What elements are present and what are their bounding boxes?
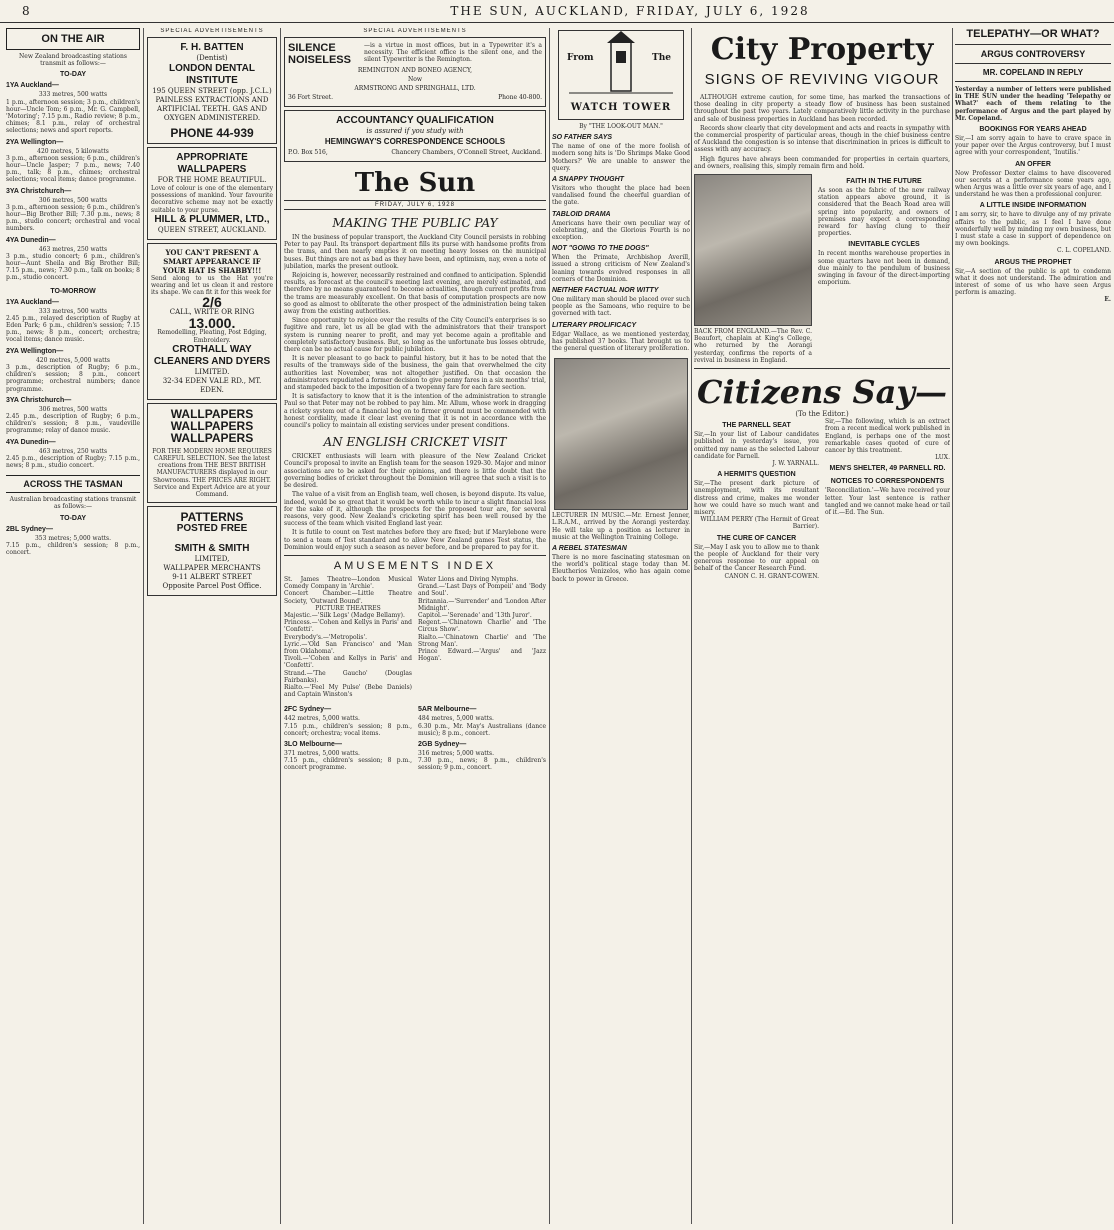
remington-ad bbox=[284, 37, 546, 107]
letters bbox=[694, 418, 950, 579]
inside-info-heading: A LITTLE INSIDE INFORMATION bbox=[979, 202, 1087, 210]
station-programme: 2.45 p.m., description of Rugby; 6 p.m., children's session; 8 p.m., vaudeville programme; relay of dance music. bbox=[6, 412, 140, 435]
ad-body: Love of colour is one of the elementary possessions of mankind. Your favourite decorative scheme may not be exactly suitable to your purse. bbox=[151, 185, 273, 214]
index-entry: Rialto.—'Chinatown Charlie' and 'The Strong Man'. bbox=[418, 633, 546, 648]
ad-word: WALLPAPERS bbox=[170, 418, 254, 433]
radio-section bbox=[6, 439, 140, 470]
item-title: NEITHER FACTUAL NOR WITTY bbox=[552, 287, 659, 295]
city-property-subtitle: SIGNS OF REVIVING VIGOUR bbox=[704, 71, 940, 88]
radio-section bbox=[6, 237, 140, 282]
ad-line: YOU CAN'T PRESENT A SMART APPEARANCE IF YOUR HAT IS SHABBY!!! bbox=[162, 247, 262, 275]
today-list bbox=[6, 82, 140, 281]
radio-section bbox=[6, 397, 140, 435]
radio-today: TO-DAY bbox=[59, 71, 87, 79]
page-number: 8 bbox=[22, 4, 31, 18]
station-name: 4YA Dunedin— bbox=[6, 438, 56, 446]
ad-firm: CROTHALL WAY CLEANERS AND DYERS bbox=[153, 343, 271, 367]
telepathy-column bbox=[955, 28, 1111, 1226]
station-programme: 6.30 p.m., Mr. May's Australians (dance music); 8 p.m., concert. bbox=[418, 722, 546, 737]
telepathy-title: TELEPATHY—OR WHAT? bbox=[966, 28, 1100, 40]
ad-name: F. H. BATTEN bbox=[180, 42, 244, 53]
on-the-air-column bbox=[6, 28, 140, 1226]
ad-word: POSTED FREE bbox=[176, 523, 248, 535]
on-the-air-heading: ON THE AIR bbox=[6, 28, 140, 50]
editorial-body bbox=[284, 234, 546, 429]
index-entry: Lyric.—'Old San Francisco' and 'Man from Oklahoma'. bbox=[284, 640, 412, 655]
letter-title: A HERMIT'S QUESTION bbox=[717, 471, 796, 479]
ad-address: QUEEN STREET, AUCKLAND. bbox=[157, 225, 267, 234]
letter-signature: J. W. YARNALL. bbox=[772, 460, 819, 468]
station-name: 2GB Sydney— bbox=[418, 740, 467, 748]
prophet-body: Sir,—A section of the public is apt to condemn what it does not understand. The admiration and interest of some of us who have seen Argus perform is amazing. bbox=[955, 267, 1111, 297]
index-entry: Rialto.—'Feel My Pulse' (Bebe Daniels) and Captain Winston's bbox=[284, 683, 412, 699]
ad-title: ACCOUNTANCY QUALIFICATION bbox=[336, 115, 494, 126]
telepathy-body: Sir,—I am sorry again to have to crave space in your paper over the Argus controversy, but I must agree with your correspondent, 'Inutilis.' bbox=[955, 135, 1111, 157]
lecturer-photo bbox=[554, 358, 688, 510]
index-entry: Grand.—'Last Days of Pompeii' and 'Body and Soul'. bbox=[418, 583, 546, 598]
item-title: SO FATHER SAYS bbox=[552, 134, 613, 142]
station-name: 3LO Melbourne— bbox=[284, 740, 342, 748]
station-programme: 3 p.m., afternoon session; 6 p.m., children's hour—Big Brother Bill; 7.30 p.m., news; 8 p.m., studio concert; orchestral and vocal numbers. bbox=[6, 203, 140, 233]
citizens-say-title: Citizens Say— bbox=[697, 373, 947, 412]
station-power: 463 metres, 250 watts bbox=[38, 245, 108, 253]
item-body: One military man should be placed over such people as the Samoans, who require to be governed with tact. bbox=[552, 296, 690, 318]
station-name: 2BL Sydney— bbox=[6, 525, 53, 533]
ad-title: APPROPRIATE WALLPAPERS bbox=[176, 152, 248, 175]
station-name: 5AR Melbourne— bbox=[418, 706, 477, 714]
photo-caption: LECTURER IN MUSIC.—Mr. Ernest Jenner, L.R.A.M., arrived by the Aorangi yesterday. He will take up a position as lecturer in music at the Wellington Training College. bbox=[552, 512, 690, 541]
column-rule bbox=[143, 28, 144, 1224]
ad-firm: REMINGTON AND BONEO AGENCY, bbox=[357, 67, 473, 74]
across-tasman-heading: ACROSS THE TASMAN bbox=[6, 475, 140, 493]
argus-heading: ARGUS CONTROVERSY bbox=[980, 49, 1086, 59]
letter-body: Sir,—May I ask you to allow me to thank the people of Auckland for their very generous response to our appeal on behalf of the Cancer Research Fund. bbox=[694, 543, 819, 573]
letter-body: Sir,—The present dark picture of unemployment, with its resultant distress and crime, makes me wonder how we could have so much want and misery. bbox=[694, 480, 819, 517]
offer-body: Now Professor Dexter claims to have discovered our secrets at a performance some years ago, when Argus was a little over six years of age, and I understand he was then a professional conjurer. bbox=[955, 169, 1111, 199]
ad-body: FOR THE MODERN HOME REQUIRES CAREFUL SELECTION. See the latest creations from THE BEST BRITISH MANUFACTURERS displayed in our Showrooms. THE PRICES ARE RIGHT. Service and Expert Advice are at your Command. bbox=[152, 447, 272, 499]
ad-ltd: LIMITED. bbox=[194, 367, 230, 376]
inside-info-body: I am sorry, sir, to have to divulge any of my private affairs to the public, as I feel I have done wonderfully well by minding my own business, but I must state a case in support of dependence on my own bookings. bbox=[955, 211, 1111, 248]
wallpapers-selection-ad bbox=[147, 403, 277, 503]
index-entry: Regent.—'Chinatown Charlie' and 'The Circus Show'. bbox=[418, 619, 546, 634]
ad-trade: WALLPAPER MERCHANTS bbox=[163, 564, 261, 573]
ad-word: WALLPAPERS bbox=[170, 406, 254, 421]
item-title: A SNAPPY THOUGHT bbox=[552, 176, 624, 184]
prophet-heading: ARGUS THE PROPHET bbox=[994, 258, 1072, 266]
station-power: 371 metres, 5,000 watts. bbox=[284, 749, 360, 757]
letter-signature: WILLIAM PERRY (The Hermit of Great Barrier). bbox=[700, 516, 819, 531]
editorial-column bbox=[284, 28, 546, 1226]
watch-tower-column bbox=[552, 28, 690, 1226]
paragraph: It is futile to count on Test matches before they are fixed; but if Marylebone were to send a team of Test standard and to allow New Zealand games Test status, the Dominion would enjoy such a season as never before, and be prepared to pay for it. bbox=[284, 529, 546, 551]
index-subheading: PICTURE THEATRES bbox=[315, 604, 381, 612]
paragraph: High figures have always been commanded for properties in certain quarters, and owners, realising this, simply remain firm and hold. bbox=[694, 155, 950, 170]
offer-heading: AN OFFER bbox=[1015, 160, 1051, 168]
radio-section bbox=[6, 82, 140, 134]
the-sun-logo: The Sun bbox=[354, 168, 476, 198]
accountancy-ad bbox=[284, 110, 546, 162]
index-entry: Tivoli.—'Cohen and Kellys in Paris' and 'Confetti'. bbox=[284, 655, 412, 670]
watch-tower-logo bbox=[558, 30, 684, 120]
photo-caption: BACK FROM ENGLAND.—The Rev. C. Beaufort, chaplain at King's College, who returned by the Aorangi yesterday, confirms the reports of a revival in business in England. bbox=[694, 328, 812, 364]
ad-body: Send along to us the Hat you're wearing and let us clean it and restore its shape. We can fit it for this week for bbox=[151, 274, 273, 297]
ad-note: (Dentist) bbox=[196, 54, 228, 62]
station-name: 2FC Sydney— bbox=[284, 706, 332, 714]
station-programme: 3 p.m., description of Rugby; 6 p.m., children's session; 8 p.m., concert programme; orchestral numbers; dance programme. bbox=[6, 363, 140, 393]
station-programme: 3 p.m., afternoon session; 6 p.m., children's hour—Uncle Jasper; 7 p.m., news; 7.40 p.m., talk; 8 p.m., chimes; orchestral selections; vocal items; dance programme. bbox=[6, 154, 140, 184]
ad-address: 36 Fort Street. bbox=[288, 94, 333, 101]
station-programme: 3 p.m., studio concert; 6 p.m., children's hour—Aunt Sheila and Big Brother Bill; 7.15 p.m., news; 7.30 p.m., talk on books; 8 p.m., studio concert. bbox=[6, 252, 140, 282]
station-programme: 1 p.m., afternoon session; 3 p.m., children's hour—Uncle Tom; 6 p.m., Mr. G. Campbell, 'Motoring'; 7.15 p.m., Radio review; 8 p.m., chimes; 8.1 p.m., relay of orchestral selections; news and sport reports. bbox=[6, 98, 140, 135]
letter-title: MEN'S SHELTER, 49 PARNELL RD. bbox=[829, 465, 946, 473]
station-programme: 2.45 p.m., relayed description of Rugby at Eden Park; 6 p.m., children's session; 7.15 p.m., news; 8 p.m., concert; orchestra; vocal items; dance music. bbox=[6, 314, 140, 344]
amusements-index-title: AMUSEMENTS INDEX bbox=[333, 559, 497, 572]
index-entry: Majestic.—'Silk Legs' (Madge Bellamy). bbox=[284, 611, 405, 619]
ad-box: P.O. Box 516, bbox=[288, 149, 328, 156]
ad-address: 32-34 EDEN VALE RD., MT. EDEN. bbox=[162, 376, 262, 394]
paragraph: Since opportunity to rejoice over the results of the City Council's enterprises is so fugitive and rare, let us all be glad with the administrators that their transport system is running nearer to profit, and may yet become again a profitable and completely satisfactory business. But, so long as the unfortunate bus losses obtrude, there can be no actual cause for public jubilation. bbox=[284, 317, 546, 354]
ad-firm: LONDON DENTAL INSTITUTE bbox=[169, 63, 255, 86]
ad-address: 9-11 ALBERT STREET bbox=[172, 573, 252, 582]
hat-cleaning-ad bbox=[147, 243, 277, 400]
station-power: 333 metres, 500 watts bbox=[38, 307, 108, 315]
divider bbox=[694, 368, 950, 369]
copeland-signature: C. L. COPELAND. bbox=[1057, 247, 1111, 255]
editorial-body bbox=[284, 453, 546, 551]
paragraph: CRICKET enthusiasts will learn with pleasure of the New Zealand Cricket Council's proposal to invite an English team for the season 1929-30. Major and minor associations are to be asked for their opinions, and there is little doubt that the governing bodies of cricket throughout the Dominion will agree that such a visit is to be desired. bbox=[284, 453, 546, 490]
paragraph: It is never pleasant to go back to painful history, but it has to be noted that the results of the tramways side of the business, the gain that overwhelmed the city authorities last November, was not altogether justified. On that occasion the administrators repudiated a former decision to give penny fares in a six months' trial, and stampeded back to the imposition of a twopenny fare for each fare section. bbox=[284, 355, 546, 392]
tomorrow-list bbox=[6, 299, 140, 469]
paragraph: The value of a visit from an English team, well chosen, is beyond dispute. Its value, indeed, would be so great that it would be worth while to incur a slight financial loss for the sake of it, although the prospects for the proposed tour are, for several reasons, very good. New Zealand's cricketing spirit has been well roused by the success of the team which visited England last year. bbox=[284, 491, 546, 528]
index-entry: Princess.—'Cohen and Kellys in Paris' and 'Confetti'. bbox=[284, 619, 412, 634]
citizens-say-sub: (To the Editor.) bbox=[795, 410, 849, 419]
item-title: A REBEL STATESMAN bbox=[552, 545, 627, 553]
column-rule bbox=[952, 28, 953, 1224]
inevitable-heading: INEVITABLE CYCLES bbox=[848, 241, 920, 249]
item-body: When the Primate, Archbishop Averill, issued a strong criticism of New Zealand's leaning towards evolved responses in all corners of the Dominion. bbox=[552, 254, 690, 283]
city-property-column bbox=[694, 28, 950, 1226]
station-programme: 7.15 p.m., children's session; 8 p.m., concert programme. bbox=[284, 757, 412, 772]
station-power: 484 metres, 5,000 watts. bbox=[418, 715, 494, 723]
dateline: FRIDAY, JULY 6, 1928 bbox=[284, 200, 546, 210]
divider bbox=[955, 81, 1111, 82]
telepathy-intro: Yesterday a number of letters were published in THE SUN under the heading 'Telepathy or What?' each of them relating to the performance of Argus and the part played by Mr. Copeland. bbox=[955, 86, 1111, 122]
ad-now: Now bbox=[408, 76, 422, 83]
column-rule bbox=[549, 28, 550, 1224]
paper-title-line: THE SUN, AUCKLAND, FRIDAY, JULY 6, 1928 bbox=[450, 4, 810, 18]
station-power: 306 metres, 500 watts bbox=[38, 196, 108, 204]
index-entry: Capitol.—'Serenade' and '13th Juror'. bbox=[418, 611, 532, 619]
special-ads-label: SPECIAL ADVERTISEMENTS bbox=[160, 28, 264, 34]
ad-tag: FOR THE HOME BEAUTIFUL. bbox=[157, 176, 267, 184]
item-body: Visitors who thought the place had been vandalised found the cheerful guardian of the gate. bbox=[552, 185, 690, 207]
letter-body: Sir,—In your list of Labour candidates published in yesterday's issue, you omitted my name as the selected Labour candidate for Parnell. bbox=[694, 431, 819, 460]
ad-address: Chancery Chambers, O'Connell Street, Auckland. bbox=[391, 149, 542, 156]
radio-tomorrow: TO-MORROW bbox=[50, 287, 96, 295]
special-ads-label: SPECIAL ADVERTISEMENTS bbox=[363, 28, 467, 34]
station-power: 420 metres, 5 kilowatts bbox=[37, 147, 109, 155]
the-label: The bbox=[652, 53, 671, 63]
index-entry: Britannia.—'Surrender' and 'London After Midnight'. bbox=[418, 597, 546, 612]
ad-phone: Phone 40-800. bbox=[498, 94, 542, 101]
item-body: There is no more fascinating statesman on the world's political stage today than M. Eleutherios Venizelos, who has again come back to power in Greece. bbox=[552, 554, 690, 583]
letter-title: THE CURE OF CANCER bbox=[716, 534, 797, 542]
station-name: 2YA Wellington— bbox=[6, 347, 64, 355]
watch-tower-label: WATCH TOWER bbox=[570, 102, 672, 113]
letter-title: THE PARNELL SEAT bbox=[722, 422, 791, 430]
index-entry: Everybody's.—'Metropolis'. bbox=[284, 633, 368, 641]
item-body: Americans have their own peculiar way of celebrating, and the Glorious Fourth is no exception. bbox=[552, 219, 690, 242]
ad-word: PATTERNS bbox=[180, 510, 244, 525]
wallpapers-ad bbox=[147, 147, 277, 240]
byline: By "THE LOOK-OUT MAN." bbox=[579, 123, 663, 130]
ad-address: 195 QUEEN STREET (opp. J.C.L.) bbox=[152, 87, 272, 95]
ad-word: SILENCE bbox=[288, 42, 336, 54]
ad-firm2: ARMSTRONG AND SPRINGHALL, LTD. bbox=[354, 85, 476, 92]
ad-lines: PAINLESS EXTRACTIONS AND ARTIFICIAL TEETH. GAS AND OXYGEN ADMINISTERED. bbox=[155, 96, 269, 122]
station-power: 442 metres, 5,000 watts. bbox=[284, 715, 360, 723]
station-programme: 2.45 p.m., description of Rugby; 7.15 p.m., news; 8 p.m., studio concert. bbox=[6, 454, 140, 469]
column-end: E. bbox=[1104, 296, 1111, 304]
station-power: 316 metres; 5,000 watts. bbox=[418, 749, 495, 757]
faith-body: As soon as the fabric of the new railway station appears above ground, it is considered that the Beach Road area will spring into popularity, and owners of premises may expect a corresponding reward for having clung to their properties. bbox=[818, 187, 950, 238]
station-power: 333 metres, 500 watts bbox=[38, 91, 108, 99]
radio-section bbox=[6, 139, 140, 184]
paragraph: ALTHOUGH extreme caution, for some time, has marked the transactions of those dealing in city property a steady flow of business has been sustained throughout the past two years. Lately comparatively little activity in the purchase and sale of business properties in Auckland has been recorded. bbox=[694, 94, 950, 123]
column-rule bbox=[280, 28, 281, 1224]
ad-body: —is a virtue in most offices, but in a Typewriter it's a necessity. The efficient office is the silent one, and the silent Typewriter is the Remington. bbox=[364, 42, 542, 64]
ad-sub: is assured if you study with bbox=[366, 127, 464, 135]
paragraph: It is satisfactory to know that it is the intention of the administration to strangle Paul so that Peter may not be robbed to pay him. Mr. Allum, whose work in dragging a rickety system out of a financial bog on to firmer ground must be commended with honest cordiality, made it clear last evening that it is not in accordance with the council's policy to maintain all existing services under present conditions. bbox=[284, 393, 546, 430]
station-name: 3YA Christchurch— bbox=[6, 396, 72, 404]
index-entry: Concert Chamber.—Little Theatre Society, 'Outward Bound'. bbox=[284, 590, 412, 605]
ad-ltd: LIMITED, bbox=[194, 555, 230, 564]
radio-section bbox=[6, 299, 140, 344]
reverend-photo bbox=[694, 174, 812, 326]
from-label: From bbox=[567, 53, 594, 63]
inevitable-body: In recent months warehouse properties in some quarters have not been in demand, due mainly to the pendulum of business swinging in favour of the direct-importing emporium. bbox=[818, 250, 950, 287]
tasman-intro: Australian broadcasting stations transmit as follows:— bbox=[9, 496, 137, 511]
index-entry: Strand.—'The Gaucho' (Douglas Fairbanks). bbox=[284, 669, 412, 684]
tasman-today: TO-DAY bbox=[59, 514, 87, 522]
dental-ad bbox=[147, 37, 277, 144]
radio-intro: New Zealand broadcasting stations transmit as follows:— bbox=[19, 53, 127, 68]
letter-signature: CANON C. H. GRANT-COWEN. bbox=[724, 572, 819, 580]
radio-continued bbox=[284, 702, 546, 771]
radio-section bbox=[6, 348, 140, 393]
ad-phone: PHONE 44-939 bbox=[170, 126, 254, 140]
patterns-ad bbox=[147, 506, 277, 596]
station-name: 2YA Wellington— bbox=[6, 138, 64, 146]
station-power: 463 metres, 250 watts bbox=[38, 447, 108, 455]
amusements-index bbox=[284, 576, 546, 698]
ad-school: HEMINGWAY'S CORRESPONDENCE SCHOOLS bbox=[324, 137, 506, 146]
ad-note: Opposite Parcel Post Office. bbox=[162, 582, 262, 591]
item-title: NOT "GOING TO THE DOGS" bbox=[552, 245, 649, 253]
bookings-heading: BOOKINGS FOR YEARS AHEAD bbox=[979, 126, 1087, 134]
notices-body: 'Reconciliation.'—We have received your letter. Your last sentence is rather tangled and we cannot make head or tail of it.—Ed. The Sun. bbox=[825, 487, 950, 517]
index-entry: St. James Theatre—London Musical Comedy Company in 'Archie'. bbox=[284, 575, 412, 591]
station-programme: 7.15 p.m., children's session; 8 p.m., concert. bbox=[6, 541, 140, 556]
watch-tower-items bbox=[552, 134, 690, 352]
station-name: 1YA Auckland— bbox=[6, 82, 59, 90]
item-body: Edgar Wallace, as we mentioned yesterday, has published 37 books. That brought us to the general question of literary proliferation. bbox=[552, 330, 690, 353]
faith-heading: FAITH IN THE FUTURE bbox=[846, 178, 922, 186]
item-title: TABLOID DRAMA bbox=[552, 210, 611, 218]
station-name: 1YA Auckland— bbox=[6, 298, 59, 306]
index-entry: Prince Edward.—'Argus' and 'Jazz Hogan'. bbox=[418, 647, 546, 663]
ad-word: NOISELESS bbox=[288, 54, 351, 66]
station-power: 420 metres, 5,000 watts bbox=[35, 356, 111, 364]
item-title: LITERARY PROLIFICACY bbox=[552, 321, 637, 329]
editorial-title: AN ENGLISH CRICKET VISIT bbox=[323, 435, 507, 450]
city-property-body bbox=[694, 94, 950, 170]
station-name: 3YA Christchurch— bbox=[6, 187, 72, 195]
divider bbox=[955, 63, 1111, 64]
ad-extra: Remodelling, Pleating, Post Edging, Embroidery. bbox=[157, 329, 267, 344]
index-entry: Water Lions and Diving Nymphs. bbox=[418, 575, 519, 583]
ad-firm: HILL & PLUMMER, LTD., bbox=[154, 213, 270, 225]
paragraph: IN the business of popular transport, the Auckland City Council persists in robbing Peter to pay Paul. Its transport department fills its purse with handsome profits from the trams, and then nearly empties it on meeting heavy losses on the municipal buses. But things are not as bad as they have been, and optimism, nay, even a note of jubilation, marks the present outlook. bbox=[284, 234, 546, 270]
station-power: 306 metres, 500 watts bbox=[38, 405, 108, 413]
advertisements-column bbox=[147, 28, 277, 1226]
station-programme: 7.15 p.m., children's session; 8 p.m., concert; orchestra; vocal items. bbox=[284, 722, 412, 737]
paragraph: Rejoicing is, however, necessarily restrained and confined to anticipation. Splendid results, as forecast at the council's meeting last evening, are merely estimated, and therefore by no means guaranteed to become actualities, though current profits from the trams are measurably excellent. On that basis of computation prospects are now so good as almost to obliterate the other prospect of the administration being taken away from the existing authorities. bbox=[284, 272, 546, 316]
notices-heading: NOTICES TO CORRESPONDENTS bbox=[830, 478, 945, 486]
ad-phone: 13.000. bbox=[188, 315, 236, 332]
divider bbox=[955, 44, 1111, 45]
editorial-title: MAKING THE PUBLIC PAY bbox=[332, 216, 498, 230]
station-programme: 7.30 p.m., news; 8 p.m., children's session; 9 p.m., concert. bbox=[418, 757, 546, 772]
ad-price: 2/6 bbox=[202, 294, 222, 311]
letter-signature: LUX. bbox=[935, 454, 950, 462]
ad-call-label: CALL, WRITE OR RING bbox=[169, 308, 255, 317]
station-name: 4YA Dunedin— bbox=[6, 236, 56, 244]
letter-body: Sir,—The following, which is an extract from a recent medical work published in England, is perhaps one of the most remarkable cases quoted of cure of cancer by this treatment. bbox=[825, 418, 950, 455]
radio-section bbox=[6, 188, 140, 233]
station-power: 353 metres; 5,000 watts. bbox=[34, 534, 112, 542]
copeland-heading: MR. COPELAND IN REPLY bbox=[982, 68, 1084, 77]
paragraph: Records show clearly that city development and acts and reacts in sympathy with the commercial prosperity of particular areas, though in the chief business centre of Auckland the congestion is so intense that discrimination in prices is difficult to assess with any accuracy. bbox=[694, 124, 950, 154]
masthead bbox=[0, 0, 1114, 23]
item-body: The name of one of the more foolish of modern song hits is 'Do Shrimps Make Good Mothers?' We are unable to answer the query. bbox=[552, 143, 690, 172]
ad-firm: SMITH & SMITH bbox=[174, 543, 250, 555]
divider bbox=[284, 555, 546, 556]
column-rule bbox=[691, 28, 692, 1224]
city-property-title: City Property bbox=[710, 32, 934, 67]
ad-word: WALLPAPERS bbox=[170, 430, 254, 445]
